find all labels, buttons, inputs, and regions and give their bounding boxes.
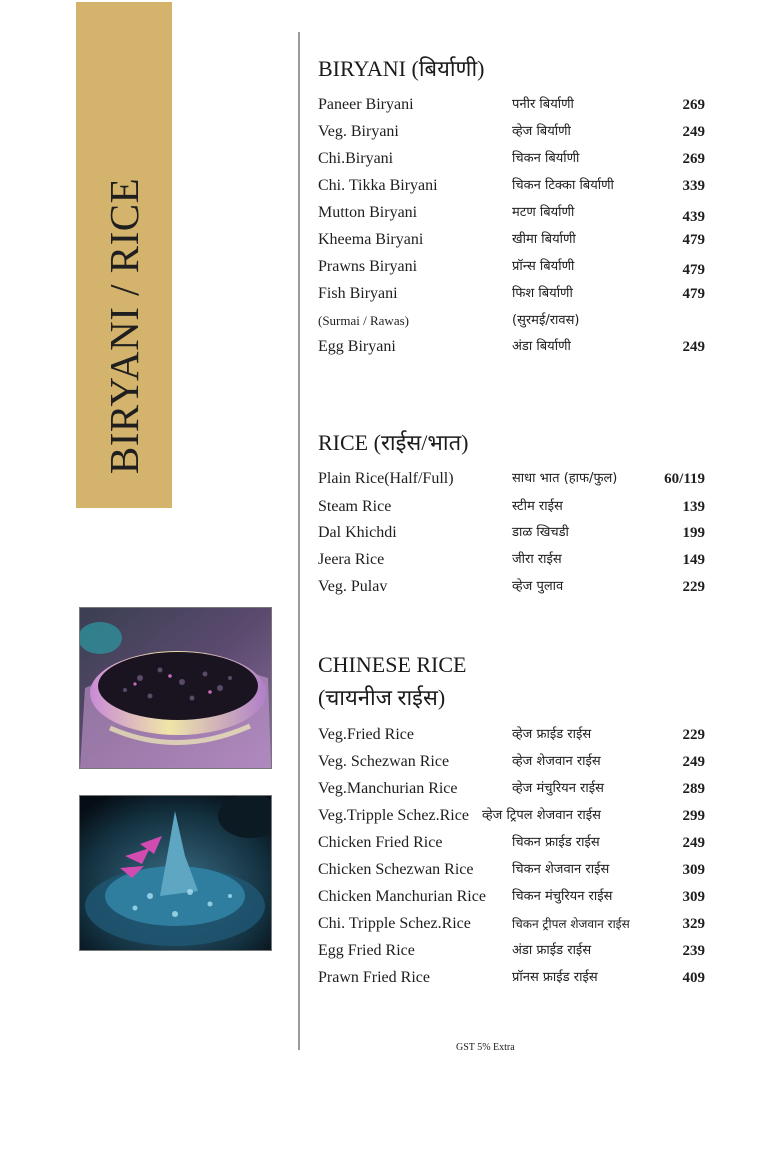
item-name: Paneer Biryani xyxy=(318,96,414,113)
item-name: Veg. Schezwan Rice xyxy=(318,753,450,770)
item-name: Prawns Biryani xyxy=(318,258,418,275)
item-price: 479 xyxy=(682,286,705,302)
rice-bowl-photo xyxy=(79,607,272,769)
section-title-chinese-rice: CHINESE RICE xyxy=(318,652,467,677)
item-name: Kheema Biryani xyxy=(318,231,424,248)
item-name: Chicken Schezwan Rice xyxy=(318,861,474,878)
fried-rice-plate-photo xyxy=(79,795,272,951)
item-price: 239 xyxy=(682,943,705,959)
item-name-marathi: खीमा बिर्याणी xyxy=(512,232,576,247)
menu-item xyxy=(318,469,708,493)
item-price: 249 xyxy=(682,754,705,770)
item-name-marathi: चिकन टिक्का बिर्याणी xyxy=(512,178,614,193)
item-price: 249 xyxy=(682,124,705,140)
item-price: 249 xyxy=(682,835,705,851)
item-name: Chi. Tripple Schez.Rice xyxy=(318,915,471,932)
menu-item xyxy=(318,497,708,521)
menu-item xyxy=(318,887,708,911)
item-price: 269 xyxy=(682,151,705,167)
item-name-marathi: जीरा राईस xyxy=(512,552,562,567)
item-price: 309 xyxy=(682,889,705,905)
menu-item xyxy=(318,914,708,938)
item-name: Veg.Fried Rice xyxy=(318,726,414,743)
menu-item xyxy=(318,779,708,803)
item-name-marathi: चिकन शेजवान राईस xyxy=(512,862,610,877)
menu-item xyxy=(318,122,708,146)
item-name: Veg. Pulav xyxy=(318,578,388,595)
item-name-marathi: साधा भात (हाफ/फुल) xyxy=(512,471,618,486)
menu-item xyxy=(318,725,708,749)
item-price: 60/119 xyxy=(664,471,705,487)
item-name: Dal Khichdi xyxy=(318,524,397,541)
menu-item xyxy=(318,752,708,776)
item-name: Chi. Tikka Biryani xyxy=(318,177,438,194)
menu-item xyxy=(318,257,708,281)
menu-item xyxy=(318,577,708,601)
item-name-marathi: अंडा फ्राईड राईस xyxy=(512,943,592,958)
item-name-marathi: व्हेज फ्राईड राईस xyxy=(512,727,592,742)
menu-item xyxy=(318,176,708,200)
menu-item xyxy=(318,230,708,254)
item-price: 329 xyxy=(682,916,705,932)
item-name-marathi: व्हेज ट्रिपल शेजवान राईस xyxy=(482,808,601,823)
side-banner-title: BIRYANI / RICE xyxy=(101,177,147,475)
item-price: 299 xyxy=(682,808,705,824)
menu-item xyxy=(318,203,708,227)
item-price: 229 xyxy=(682,727,705,743)
item-name: Chicken Manchurian Rice xyxy=(318,888,486,905)
item-name-marathi: चिकन बिर्याणी xyxy=(512,151,580,166)
item-price: 199 xyxy=(682,525,705,541)
item-name: Plain Rice(Half/Full) xyxy=(318,470,454,487)
item-name: Fish Biryani xyxy=(318,285,398,302)
vertical-divider xyxy=(298,32,300,1050)
item-name-marathi: व्हेज शेजवान राईस xyxy=(512,754,601,769)
item-name-marathi: प्रॉनस फ्राईड राईस xyxy=(512,970,598,985)
item-price: 339 xyxy=(682,178,705,194)
menu-item xyxy=(318,941,708,965)
item-name-marathi: स्टीम राईस xyxy=(512,499,563,514)
item-price: 479 xyxy=(682,232,705,248)
item-name: Egg Fried Rice xyxy=(318,942,415,959)
item-name: Steam Rice xyxy=(318,498,392,515)
section-subtitle-chinese-rice: (चायनीज राईस) xyxy=(318,685,446,710)
menu-item xyxy=(318,523,708,547)
item-name-marathi: फिश बिर्याणी xyxy=(512,286,573,301)
item-name-marathi: डाळ खिचडी xyxy=(512,525,569,540)
menu-item xyxy=(318,860,708,884)
menu-item xyxy=(318,337,708,361)
menu-item xyxy=(318,968,708,992)
menu-item xyxy=(318,149,708,173)
item-price: 229 xyxy=(682,579,705,595)
menu-item xyxy=(318,284,708,308)
item-name-marathi: चिकन ट्रीपल शेजवान राईस xyxy=(512,917,630,931)
item-price: 439 xyxy=(682,209,705,225)
item-name-marathi: चिकन मंचुरियन राईस xyxy=(512,889,613,904)
menu-item xyxy=(318,833,708,857)
item-price: 289 xyxy=(682,781,705,797)
item-name-marathi: प्रॉन्स बिर्याणी xyxy=(512,259,575,274)
menu-item xyxy=(318,95,708,119)
item-name: Jeera Rice xyxy=(318,551,385,568)
item-price: 149 xyxy=(682,552,705,568)
menu-item xyxy=(318,550,708,574)
menu-item-note xyxy=(318,311,708,335)
item-price: 309 xyxy=(682,862,705,878)
gst-note: GST 5% Extra xyxy=(456,1042,515,1053)
item-price: 409 xyxy=(682,970,705,986)
section-title-biryani: BIRYANI (बिर्याणी) xyxy=(318,56,485,81)
item-name-marathi: व्हेज पुलाव xyxy=(512,579,564,594)
item-name-marathi: चिकन फ्राईड राईस xyxy=(512,835,600,850)
item-name-marathi: व्हेज बिर्याणी xyxy=(512,124,571,139)
item-price: 249 xyxy=(682,339,705,355)
item-name: Veg. Biryani xyxy=(318,123,399,140)
item-price: 139 xyxy=(682,499,705,515)
item-name-marathi: अंडा बिर्याणी xyxy=(512,339,571,354)
item-name: Veg.Tripple Schez.Rice xyxy=(318,807,469,824)
item-name: Mutton Biryani xyxy=(318,204,418,221)
item-name-marathi: पनीर बिर्याणी xyxy=(512,97,574,112)
item-name: Chicken Fried Rice xyxy=(318,834,443,851)
item-name: Chi.Biryani xyxy=(318,150,394,167)
item-name-marathi: मटण बिर्याणी xyxy=(512,205,575,220)
item-name: (Surmai / Rawas) xyxy=(318,313,409,328)
item-name: Prawn Fried Rice xyxy=(318,969,430,986)
item-price: 479 xyxy=(682,262,705,278)
item-name-marathi: व्हेज मंचुरियन राईस xyxy=(512,781,604,796)
section-title-rice: RICE (राईस/भात) xyxy=(318,430,469,455)
menu-item xyxy=(318,806,708,830)
item-name: Veg.Manchurian Rice xyxy=(318,780,458,797)
item-name: Egg Biryani xyxy=(318,338,396,355)
item-price: 269 xyxy=(682,97,705,113)
item-name-marathi: (सुरमई/रावस) xyxy=(512,313,580,328)
